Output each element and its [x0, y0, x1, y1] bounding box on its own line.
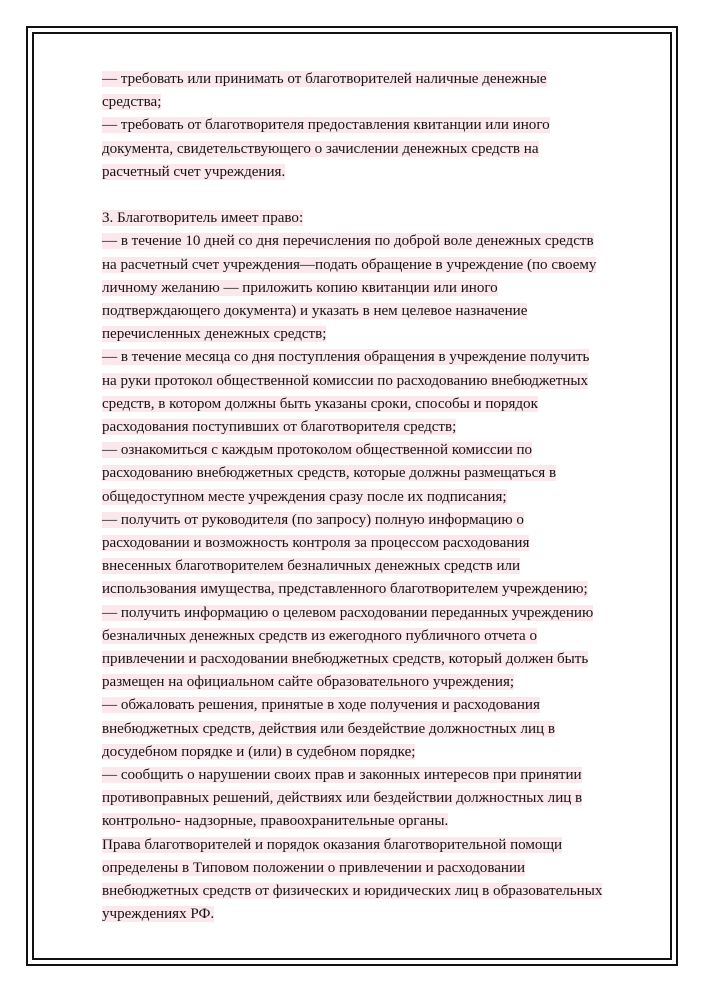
highlighted-text: — в течение 10 дней со дня перечисления по доброй воле денежных средств [102, 233, 594, 250]
text-line [102, 602, 658, 625]
text-line [102, 370, 658, 393]
text-line [102, 230, 658, 253]
highlighted-text: на расчетный счет учреждения—подать обращение в учреждение (по своему [102, 256, 597, 273]
highlighted-text: средства; [102, 94, 162, 111]
text-line [102, 138, 658, 161]
text-line [102, 393, 658, 416]
text-line [102, 903, 658, 926]
text-line [102, 857, 658, 880]
highlighted-text: перечисленных денежных средств; [102, 326, 327, 343]
highlighted-text: — в течение месяца со дня поступления обращения в учреждение получить [102, 349, 590, 366]
text-line [102, 416, 658, 439]
highlighted-text: расходования поступивших от благотворителя средств; [102, 419, 457, 436]
paragraph-gap [102, 184, 658, 207]
page-border-inner [32, 32, 672, 960]
highlighted-text: привлечении и расходовании внебюджетных средств, который должен быть [102, 651, 589, 668]
text-line [102, 834, 658, 857]
text-line [102, 346, 658, 369]
text-paragraph [102, 207, 658, 926]
text-line [102, 578, 658, 601]
text-line [102, 509, 658, 532]
text-line [102, 161, 658, 184]
highlighted-text: размещен на официальном сайте образовательного учреждения; [102, 674, 515, 691]
highlighted-text: — требовать от благотворителя предоставления квитанции или иного [102, 117, 550, 134]
text-line [102, 486, 658, 509]
highlighted-text: — получить информацию о целевом расходовании переданных учреждению [102, 604, 594, 621]
text-line [102, 764, 658, 787]
text-paragraph [102, 68, 658, 184]
text-line [102, 555, 658, 578]
text-line [102, 671, 658, 694]
text-line [102, 254, 658, 277]
highlighted-text: внесенных благотворителем безналичных денежных средств или [102, 558, 521, 575]
page-border-outer [26, 26, 678, 966]
highlighted-text: — ознакомиться с каждым протоколом общественной комиссии по [102, 442, 533, 459]
highlighted-text: определены в Типовом положении о привлечении и расходовании [102, 859, 526, 876]
document-text-body [102, 68, 658, 927]
text-line [102, 532, 658, 555]
highlighted-text: — требовать или принимать от благотворителей наличные денежные [102, 71, 547, 87]
highlighted-text: контрольно- надзорные, правоохранительные органы. [102, 813, 449, 830]
text-line [102, 323, 658, 346]
text-line [102, 741, 658, 764]
highlighted-text: личному желанию — приложить копию квитанции или иного [102, 279, 498, 296]
text-line [102, 648, 658, 671]
highlighted-text: — получить от руководителя (по запросу) полную информацию о [102, 511, 524, 528]
highlighted-text: досудебном порядке и (или) в судебном порядке; [102, 743, 416, 760]
text-line [102, 91, 658, 114]
highlighted-text: внебюджетных средств, действия или бездействие должностных лиц в [102, 720, 555, 737]
highlighted-text: учреждениях РФ. [102, 906, 215, 923]
text-line [102, 787, 658, 810]
highlighted-text: 3. Благотворитель имеет право: [102, 210, 304, 227]
text-line [102, 880, 658, 903]
highlighted-text: безналичных денежных средств из ежегодного публичного отчета о [102, 627, 538, 644]
highlighted-text: расходовании и возможность контроля за процессом расходования [102, 535, 530, 552]
highlighted-text: — сообщить о нарушении своих прав и законных интересов при принятии [102, 767, 582, 784]
highlighted-text: использования имущества, представленного благотворителем учреждению; [102, 581, 588, 598]
highlighted-text: Права благотворителей и порядок оказания благотворительной помощи [102, 836, 563, 853]
text-line [102, 694, 658, 717]
highlighted-text: внебюджетных средств от физических и юридических лиц в образовательных [102, 883, 603, 900]
text-line [102, 462, 658, 485]
highlighted-text: подтверждающего документа) и указать в нем целевое назначение [102, 303, 528, 320]
highlighted-text: общедоступном месте учреждения сразу после их подписания; [102, 488, 507, 505]
text-line [102, 300, 658, 323]
text-line [102, 810, 658, 833]
highlighted-text: — обжаловать решения, принятые в ходе получения и расходования [102, 697, 540, 714]
text-line [102, 439, 658, 462]
highlighted-text: на руки протокол общественной комиссии по расходованию внебюджетных [102, 372, 589, 389]
highlighted-text: документа, свидетельствующего о зачислении денежных средств на [102, 140, 539, 157]
text-line [102, 277, 658, 300]
text-line [102, 625, 658, 648]
text-line [102, 68, 658, 91]
highlighted-text: противоправных решений, действиях или бездействии должностных лиц в [102, 790, 583, 807]
highlighted-text: средств, в котором должны быть указаны сроки, способы и порядок [102, 395, 538, 412]
text-line [102, 718, 658, 741]
highlighted-text: расчетный счет учреждения. [102, 163, 286, 180]
highlighted-text: расходованию внебюджетных средств, которые должны размещаться в [102, 465, 557, 482]
text-line [102, 114, 658, 137]
text-line [102, 207, 658, 230]
